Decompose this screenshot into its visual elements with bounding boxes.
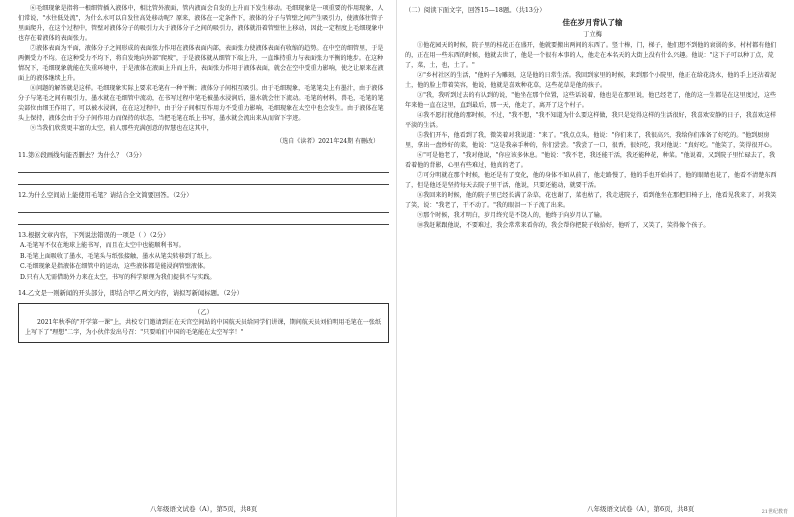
paragraph-6: ⑥"可是他老了，"我对他说，"你应该多休息。"他说："我不老，我还能干活，我还能种花，种菜。"他说着，又到院子里忙碌去了，我看着他的背影，心里有些难过，他真的老了。 xyxy=(405,152,776,169)
question-13: 13.根据文章内容，下列说法错误的一项是（ ）（2分） xyxy=(18,232,170,239)
paragraph-2: ②"乡村社区的生活，"他妈子为雕刻，这是他的日常生活。我回到家里的时候，来到那个小院里，他正在给花浇水，他的手上还沾着泥土，他的脸上带着笑容，他说，他就是喜欢种花草，这些花草是他的孩子。 xyxy=(405,72,777,89)
paragraph-9: ⑨当我们欣赏更丰富的太空，前人那些充满创意的智慧也在这其中， xyxy=(30,125,213,132)
paragraph-1: ①他花园天的时候，院子里的桂花正在盛开，他就要搬出两间的东西了。竖十棒，门，梯子，他们想不到他的衰弱的多，村村都有他们的，正在用一些东西的时候，他就去世了，他是一个很有本事的人，他走在本名天的大街上没有什么兴趣。他说："这下子可以种丁点，荒了，菜，土，也，土了。" xyxy=(405,42,777,69)
page-footer: 八年级语文试卷（A），第5页，共8页 xyxy=(150,505,258,513)
article-title: 佳在岁月背认了输 xyxy=(562,18,623,27)
news-text: 2021年秋季的"开学第一课"上，共校专门邀请到正在天宫空间站的中国航天员给同学们讲课，期间航天员刘伯明用毛笔在一张纸上写下了"理想"二字，为小伙伴发出号召："只要咱们中国的毛笔能在太空写字！" xyxy=(25,319,382,336)
paragraph-9: ⑨那个时候，我才明白，岁月终究是不饶人的，他终于向岁月认了输。 xyxy=(417,212,606,219)
answer-line[interactable] xyxy=(18,215,389,225)
question-12: 12.为什么空间站上能使用毛笔？请结合全文简要回答。（2分） xyxy=(18,192,193,199)
news-box xyxy=(18,303,389,343)
answer-line[interactable] xyxy=(18,203,389,213)
option-c: C.毛细现象是指液体在细管中的运动，这些液体都是能浸润管壁液体。 xyxy=(20,263,210,270)
answer-line[interactable] xyxy=(18,175,389,185)
paragraph-10: ⑩我赶紧跟他说，不要难过，我会常常来看你的，我会帮你把院子收拾好，他听了，又笑了，笑得像个孩子。 xyxy=(417,222,710,229)
page-footer: 八年级语文试卷（A），第6页，共8页 xyxy=(587,505,695,513)
source-note: （选自《读者》2021年24期 有删改） xyxy=(276,138,379,145)
watermark-logo: 21世纪教育 xyxy=(761,509,788,515)
news-label: （乙） xyxy=(194,309,213,316)
answer-line[interactable] xyxy=(18,163,389,173)
paragraph-6: ⑥毛细现象是指将一根细管插入液体中，相比管外液面，管内液面会自发的上升而下发生移动。毛细现象是一项重要的作用现象，人们常说，"水往低处流"，为什么水可以自发往高处移动呢？原来，液体在一定条件下，液体的分子与管壁之间产生吸引力，使液体往管子里面爬升，在这个过程中，管壁对液体分子的吸引力大于液体分子之间的吸引力，液体就沿着管壁往上移动，因此一定程度上毛细现象中也存在着液体的表面张力。 xyxy=(18,5,384,42)
question-11: 11.第⑥段画线句能否删去？为什么？（3分） xyxy=(18,152,146,159)
right-page xyxy=(397,0,794,517)
question-14: 14.乙文是一则新闻的开头部分，即结合甲乙两文内容，请拟写新闻标题。（2分） xyxy=(18,290,243,297)
paragraph-3: ③"我，我听到过去的有认到的说，"他坐在那个位置，这些话说着，他也是在那里说，他已经老了，他的这一生都是在这里度过，这些年来他一直在这里，直到最后，那一天，他走了，离开了这个村子。 xyxy=(405,92,777,109)
paragraph-7: ⑦可分明就在那个时候，他还是有了变化，他的身体不如从前了，他走路慢了，他的手也开始抖了，他的眼睛也花了，他看不清楚东西了，但是他还是坚持每天去院子里干活，他说，只要还能动，就要干活。 xyxy=(405,172,777,189)
option-d: D.只有人无需借助外力来在太空，书写的科学原理为我们提供不与实践。 xyxy=(20,273,216,281)
article-author: 丁立梅 xyxy=(583,31,602,38)
paragraph-8: ⑧问题的解答就是这样。毛细现象实际上要求毛笔有一种平衡；液体分子间相互吸引。由于毛细现象，毛笔笔尖上有墨汁，由于液体分子与笔毛之间有吸引力，墨水就在毛细管中流动，在书写过程中笔毛被墨水浸润后，墨水就会往下流动。毛笔的材料，兽毛，毛笔的笔尖部位由细王作用了，可以被水浸润，在在这过程中，由于分子间相互作用力不受重力影响，毛细现象在太空中也会发生。由于液体在笔头上保持，液体会由于分子间作用力而保持的状态，当把毛笔在纸上书写，墨水就会流出来从而留下字迹。 xyxy=(18,85,384,122)
paragraph-8: ⑧我回来的时候，他的院子里已经长满了杂草，花也谢了，菜也枯了，我走进院子，看到他坐在那把旧椅子上，他看见我来了，对我笑了笑，说："我老了，干不动了。"我的眼泪一下子流了出来。 xyxy=(405,192,777,209)
paragraph-4: ④我不愿打扰他的那时候，不过，"我不想，"我不知道为什么要这样做，我只是觉得这样的生活很好，我喜欢安静的日子，我喜欢这样平淡的生活。 xyxy=(405,112,777,129)
option-a: A.毛笔写不仅在地球上能书写，而且在太空中也能顺利书写。 xyxy=(20,242,185,249)
paragraph-7: ⑦液体表面为平面，液体分子之间形成的表面张力作用在液体表面内部，表面张力使液体表面有收缩的趋势。在中空的细管里，于是两侧受力不均。在这种受力不均下，将自发地向外部"爬坡"，于是液体就从细管下端上升，一直维持重力与表面张力平衡的地步。在这种情况下，毛细现象就能在失重环境中，于是液体在液面上升而上升，表面张力作用于液体表面，就会在空中受重力影响，使之让原来在液面上的液体继续上升。 xyxy=(18,45,384,82)
paragraph-5: ⑤我们开车，他看到了我，微笑着对我说道："来了。"我点点头，他说："你们来了，我很高兴，我给你们准备了好吃的。"他到厨房里，拿出一盘炒好的菜，他说："这是我亲手种的，你们尝尝。"我尝了一口，很香，很好吃，我对他说："真好吃。"他笑了，笑得很开心。 xyxy=(405,132,776,149)
section-heading: （二）阅读下面文字，回答15—18题。（共13分） xyxy=(405,7,546,14)
option-b: B.毛笔上面吸收了墨水，毛笔头与纸张接触，墨水从笔尖转移到了纸上。 xyxy=(20,252,216,260)
